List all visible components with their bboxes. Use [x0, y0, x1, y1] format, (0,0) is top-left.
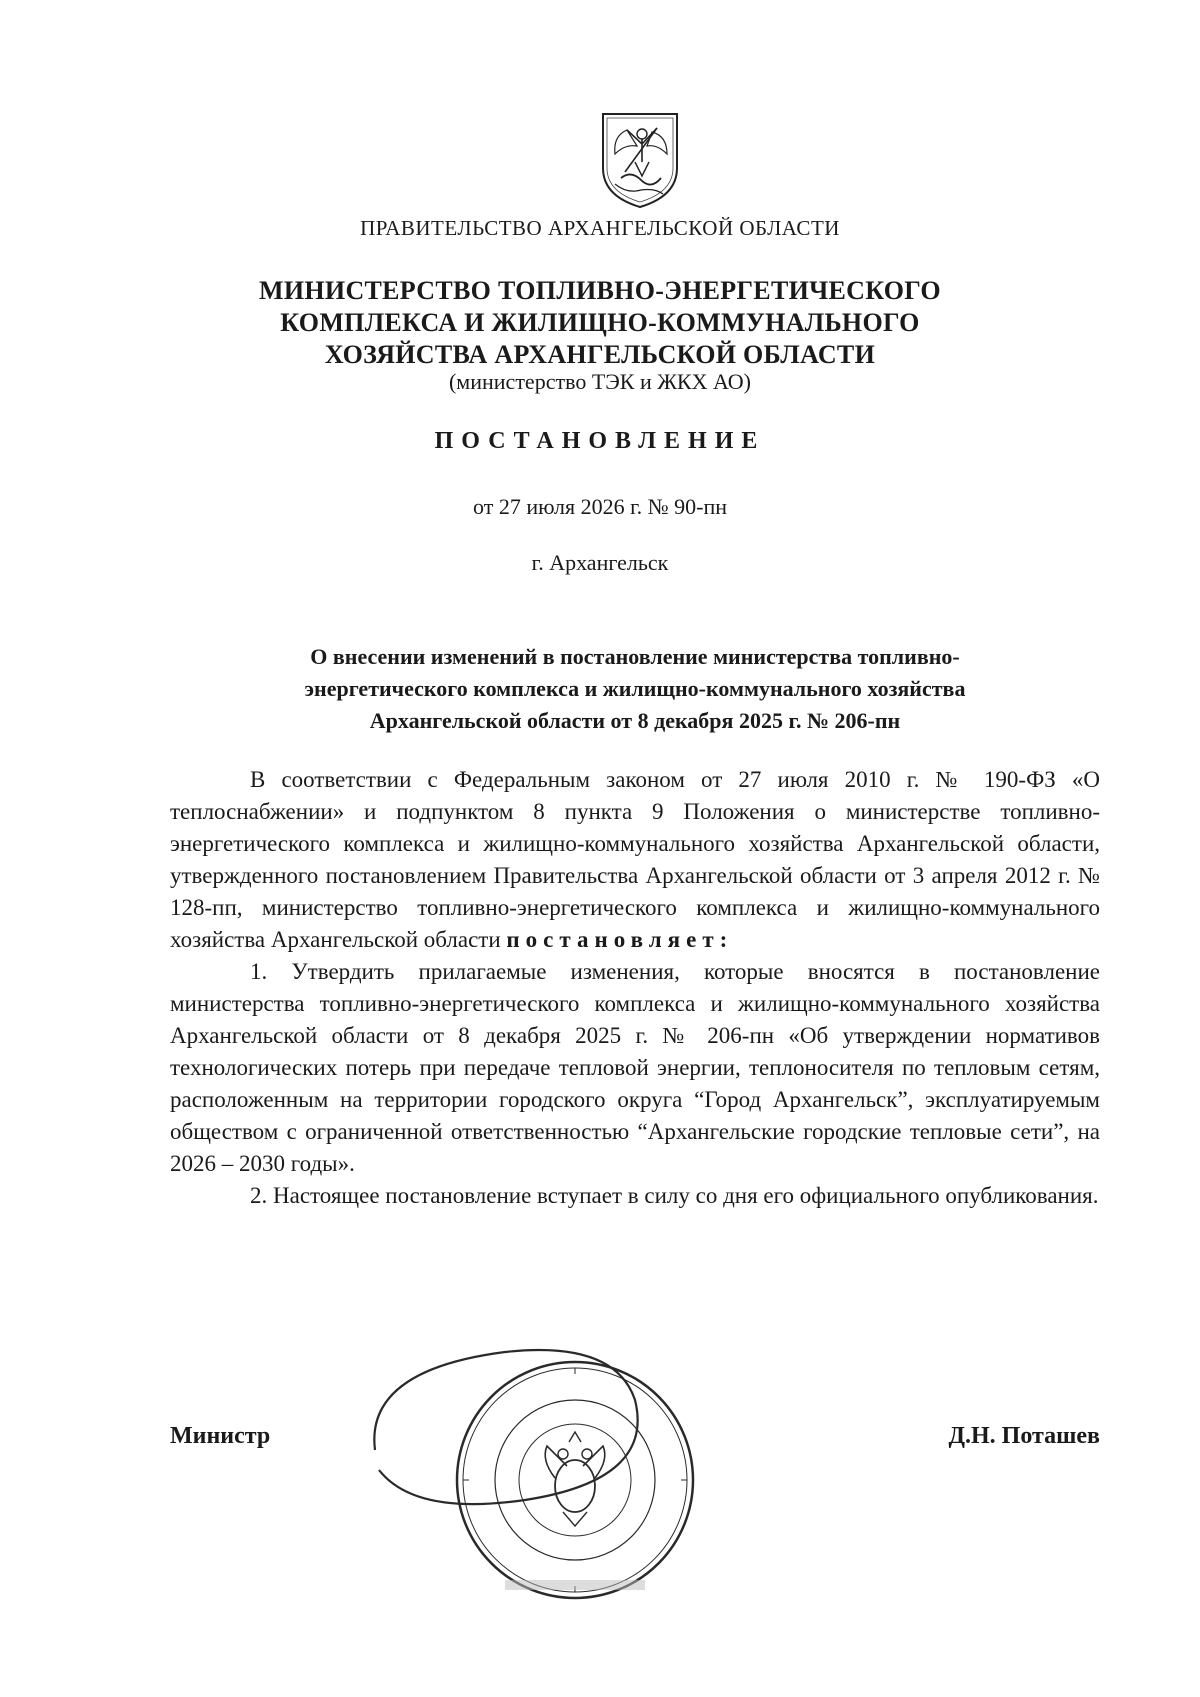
title-line-1: О внесении изменений в постановление министерства топливно- [310, 644, 960, 669]
title-line-3: Архангельской области от 8 декабря 2025 г. № 206-пн [369, 708, 901, 733]
ministry-name [0, 275, 1200, 371]
government-name: ПРАВИТЕЛЬСТВО АРХАНГЕЛЬСКОЙ ОБЛАСТИ [360, 216, 840, 240]
ministry-short-name: (министерство ТЭК и ЖКХ АО) [448, 369, 752, 394]
decrees-word: постановляет: [506, 927, 734, 952]
document-date-number: от 27 июля 2026 г. № 90-пн [473, 494, 727, 519]
official-seal-stamp [355, 1330, 795, 1630]
title-line-2: энергетического комплекса и жилищно-коммунального хозяйства [304, 676, 966, 701]
signatory-position: Министр [170, 1423, 271, 1449]
ministry-line-3: ХОЗЯЙСТВА АРХАНГЕЛЬСКОЙ ОБЛАСТИ [324, 340, 876, 369]
item-1-paragraph: 1. Утвердить прилагаемые изменения, которые вносятся в постановление министерства топливно-энергетического комплекса и жилищно-коммунального хозяйства Архангельской области от 8 декабря 2025 г. № 206-пн «Об утверждении нормативов технологических потерь при передаче тепловой энергии, теплоносителя по тепловым сетям, расположенным на территории городского округа “Город Архангельск”, эксплуатируемым обществом с ограниченной ответственностью “Архангельские городские тепловые сети”, на 2026 – 2030 годы». [170, 959, 1100, 1176]
document-body [170, 764, 1100, 1212]
document-title [170, 641, 1100, 737]
item-2-paragraph: 2. Настоящее постановление вступает в силу со дня его официального опубликования. [250, 1183, 1099, 1208]
coat-of-arms-icon [597, 110, 683, 210]
signatory-name: Д.Н. Поташев [948, 1423, 1100, 1449]
preamble-paragraph [170, 764, 1100, 956]
document-city: г. Архангельск [531, 550, 669, 575]
document-type: ПОСТАНОВЛЕНИЕ [434, 428, 766, 454]
preamble-text: В соответствии с Федеральным законом от 27 июля 2010 г. № 190-ФЗ «О теплоснабжении» и подпунктом 8 пункта 9 Положения о министерстве топливно-энергетического комплекса и жилищно-коммунального хозяйства Архангельской области, утвержденного постановлением Правительства Архангельской области от 3 апреля 2012 г. № 128-пп, министерство топливно-энергетического комплекса и жилищно-коммунального хозяйства Архангельской области [170, 767, 1100, 952]
ministry-line-2: КОМПЛЕКСА И ЖИЛИЩНО-КОММУНАЛЬНОГО [280, 308, 920, 337]
ministry-line-1: МИНИСТЕРСТВО ТОПЛИВНО-ЭНЕРГЕТИЧЕСКОГО [259, 276, 941, 305]
